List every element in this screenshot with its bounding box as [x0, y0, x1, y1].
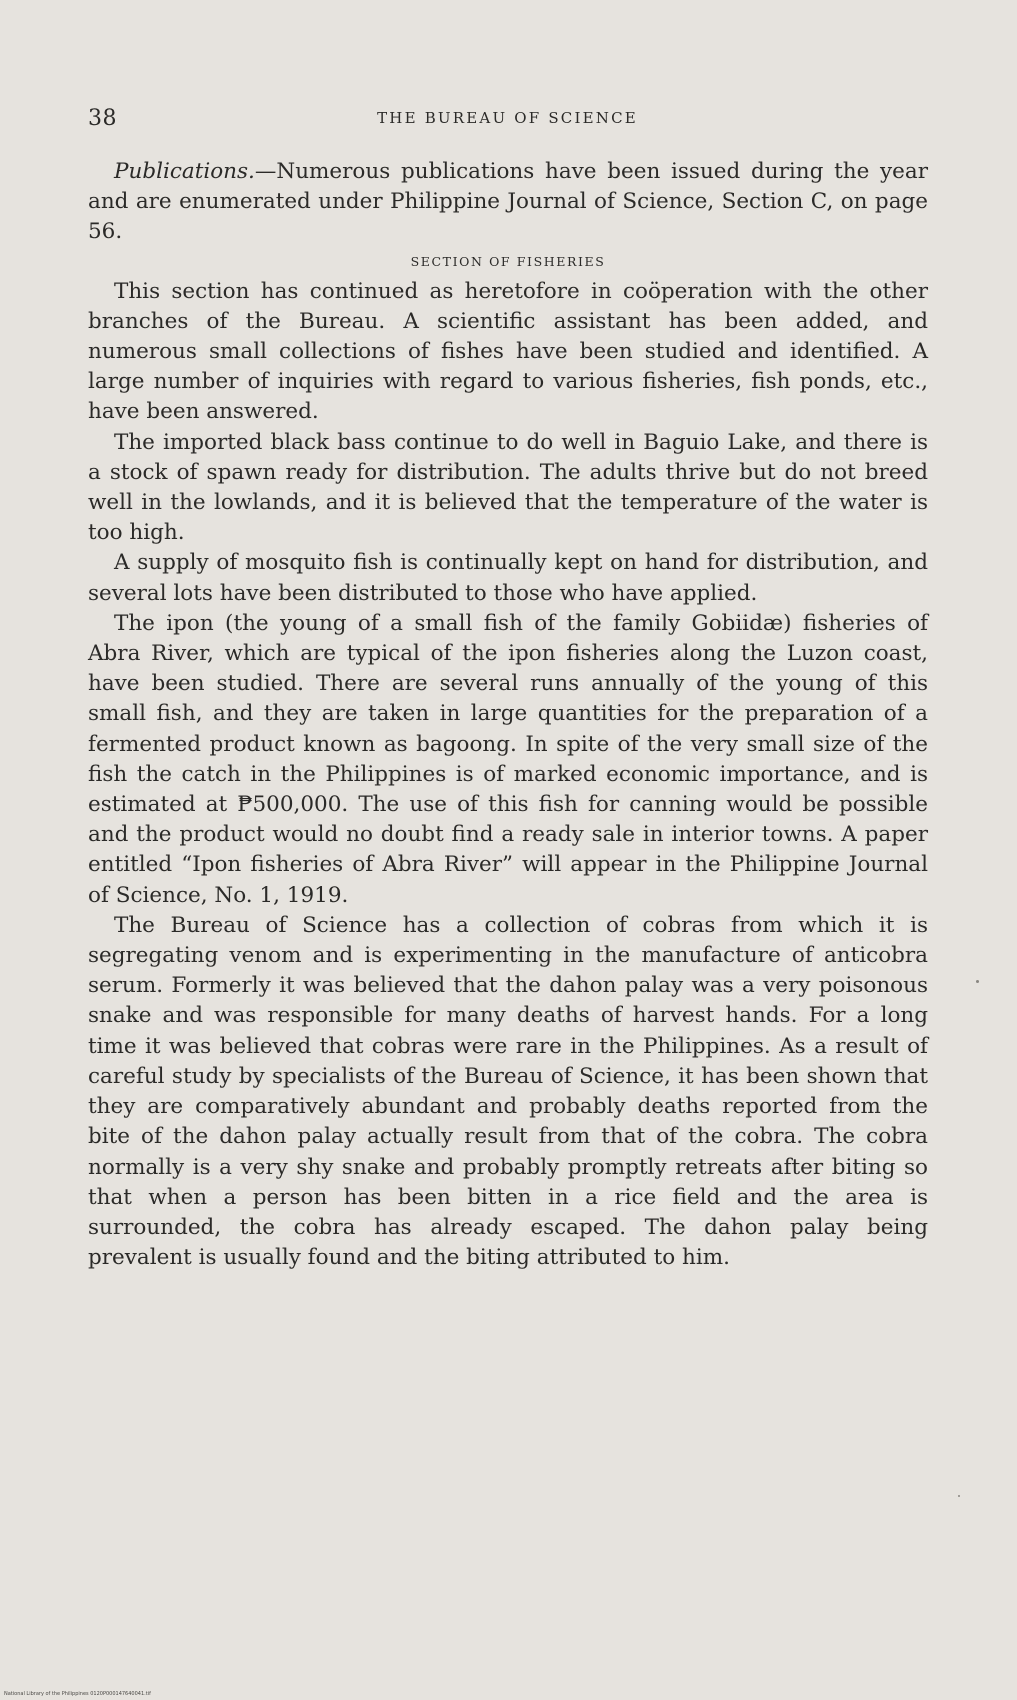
page-number: 38 — [88, 106, 117, 131]
scan-speck — [976, 980, 979, 983]
publications-lead: Publications. — [114, 159, 255, 184]
paragraph-cooperation: This section has continued as heretofore in coöperation with the other branches of the Bureau. A scientific assistant has been added, and numerous small collections of fishes have been studied and identified. A large number of inquiries with regard to various fisheries, fish ponds, etc., have been answered. — [88, 278, 928, 425]
publications-paragraph — [88, 157, 928, 248]
body-text — [88, 157, 928, 1273]
section-heading: SECTION OF FISHERIES — [410, 253, 606, 269]
page-header — [88, 106, 927, 136]
publications-text: —Numerous publications have been issued during the year and are enumerated under Philippine Journal of Science, Section C, on page 56. — [88, 159, 928, 245]
scan-footer-note: National Library of the Philippines 0120P000147640041.tif — [4, 1691, 151, 1697]
running-head: THE BUREAU OF SCIENCE — [377, 109, 638, 127]
paragraph-ipon-fisheries: The ipon (the young of a small fish of the family Gobiidæ) fisheries of Abra River, which are typical of the ipon fisheries along the Luzon coast, have been studied. There are several runs annually of the young of this small fish, and they are taken in large quantities for the preparation of a fermented product known as bagoong. In spite of the very small size of the fish the catch in the Philippines is of marked economic importance, and is estimated at ₱500,000. The use of this fish for canning would be possible and the product would no doubt find a ready sale in interior towns. A paper entitled “Ipon fisheries of Abra River” will appear in the Philippine Journal of Science, No. 1, 1919. — [88, 610, 928, 908]
scan-speck — [958, 1495, 960, 1497]
paragraph-cobras: The Bureau of Science has a collection of cobras from which it is segregating venom and is experimenting in the manufacture of anticobra serum. Formerly it was believed that the dahon palay was a very poisonous snake and was responsible for many deaths of harvest hands. For a long time it was believed that cobras were rare in the Philippines. As a result of careful study by specialists of the Bureau of Science, it has been shown that they are comparatively abundant and probably deaths reported from the bite of the dahon palay actually result from that of the cobra. The cobra normally is a very shy snake and probably promptly retreats after biting so that when a person has been bitten in a rice field and the area is surrounded, the cobra has already escaped. The dahon palay being prevalent is usually found and the biting attributed to him. — [88, 912, 928, 1271]
paragraph-mosquito-fish: A supply of mosquito fish is continually kept on hand for distribution, and several lots have been distributed to those who have applied. — [88, 550, 928, 606]
paragraph-black-bass: The imported black bass continue to do well in Baguio Lake, and there is a stock of spawn ready for distribution. The adults thrive but do not breed well in the lowlands, and it is believed that the temperature of the water is too high. — [88, 429, 928, 546]
